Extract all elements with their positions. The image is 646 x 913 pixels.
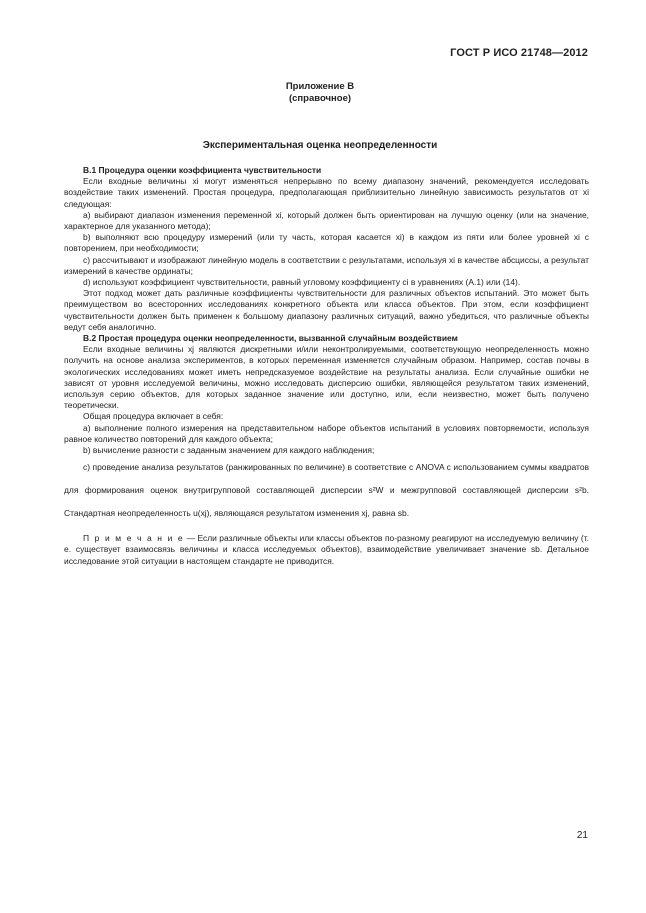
paragraph-b1-intro: Если входные величины xi могут изменяться непрерывно по всему диапазону значений, рекомендуется исследовать воздействие таких изменений. Простая процедура, предполагающая приблизительно линейную зависимость результатов от xi следующая: bbox=[64, 176, 589, 209]
body-text bbox=[64, 165, 589, 567]
list-item-b2-c: c) проведение анализа результатов (ранжированных по величине) в соответствие с ANOVA с использованием суммы квадратов для формирования оценок внутригрупповой составляющей дисперсии s²W и межгрупповой составляющей дисперсии s²b. Стандартная неопределенность u(xj), являющаяся результатом изменения xj, равна sb. bbox=[64, 462, 589, 519]
appendix-heading bbox=[0, 81, 640, 105]
paragraph-b1-closing: Этот подход может дать различные коэффициенты чувствительности для различных объектов испытаний. Это может быть преимуществом во всесторонних исследованиях конкретного объекта или класса объектов. При этом, если коэффициент чувствительности должен быть применен к большому диапазону различных ситуаций, важно убедиться, что различные объекты ведут себя аналогично. bbox=[64, 288, 589, 332]
page-number: 21 bbox=[576, 830, 588, 841]
list-item-b2-a: a) выполнение полного измерения на представительном наборе объектов испытаний в условиях повторяемости, используя равное количество повторений для каждого объекта; bbox=[64, 422, 589, 444]
list-item-b1-a: a) выбирают диапазон изменения переменной xi, который должен быть ориентирован на лучшую оценку (или на значение, характерное для указанного метода); bbox=[64, 209, 589, 232]
section-heading-b2: В.2 Простая процедура оценки неопределенности, вызванной случайным воздействием bbox=[83, 333, 458, 344]
paragraph-b2-intro: Если входные величины xj являются дискретными и/или неконтролируемыми, соответствующую неопределенность можно получить на основе анализа экспериментов, в которых переменная изменяется случайным образом. Например, состав почвы в экологических исследованиях может иметь непредсказуемое воздействие на результаты анализа. Если случайные ошибки не зависят от уровня исследуемой величины, можно исследовать дисперсию ошибки, являющейся результатом таких изменений, используя серию объектов, для которых заданное значение или доступно, или, если неизвестно, может быть получено теоретически. bbox=[64, 344, 589, 411]
page-title: Экспериментальная оценка неопределенности bbox=[202, 140, 438, 151]
appendix-label: Приложение В bbox=[285, 81, 355, 92]
list-item-b1-c: c) рассчитывают и изображают линейную модель в соответствии с результатами, используя xi в качестве абсциссы, а результат измерений в качестве ординаты; bbox=[64, 254, 589, 276]
list-item-b1-b: b) выполняют всю процедуру измерений (или ту часть, которая касается xi) в каждом из пяти или более уровней xi с повторением, при необходимости; bbox=[64, 232, 589, 254]
paragraph-b2-general: Общая процедура включает в себя: bbox=[83, 411, 224, 422]
note-prefix: П р и м е ч а н и е bbox=[83, 533, 185, 544]
standard-code: ГОСТ Р ИСО 21748—2012 bbox=[450, 47, 588, 59]
note-text: — Если различные объекты или классы объектов по-разному реагируют на исследуемую величину (т. е. существует взаимосвязь величины и класса исследуемых объектов), взаимодействие увеличивает значение sb. Детальное исследование этой ситуации в настоящем стандарте не приводится. bbox=[64, 533, 589, 566]
list-item-b1-d: d) используют коэффициент чувствительности, равный угловому коэффициенту ci в уравнениях (А.1) или (14). bbox=[83, 277, 521, 288]
note-paragraph bbox=[64, 533, 589, 567]
list-item-b2-b: b) вычисление разности с заданным значением для каждого наблюдения; bbox=[83, 445, 375, 456]
appendix-type: (справочное) bbox=[288, 93, 352, 104]
section-heading-b1: В.1 Процедура оценки коэффициента чувствительности bbox=[83, 165, 322, 175]
